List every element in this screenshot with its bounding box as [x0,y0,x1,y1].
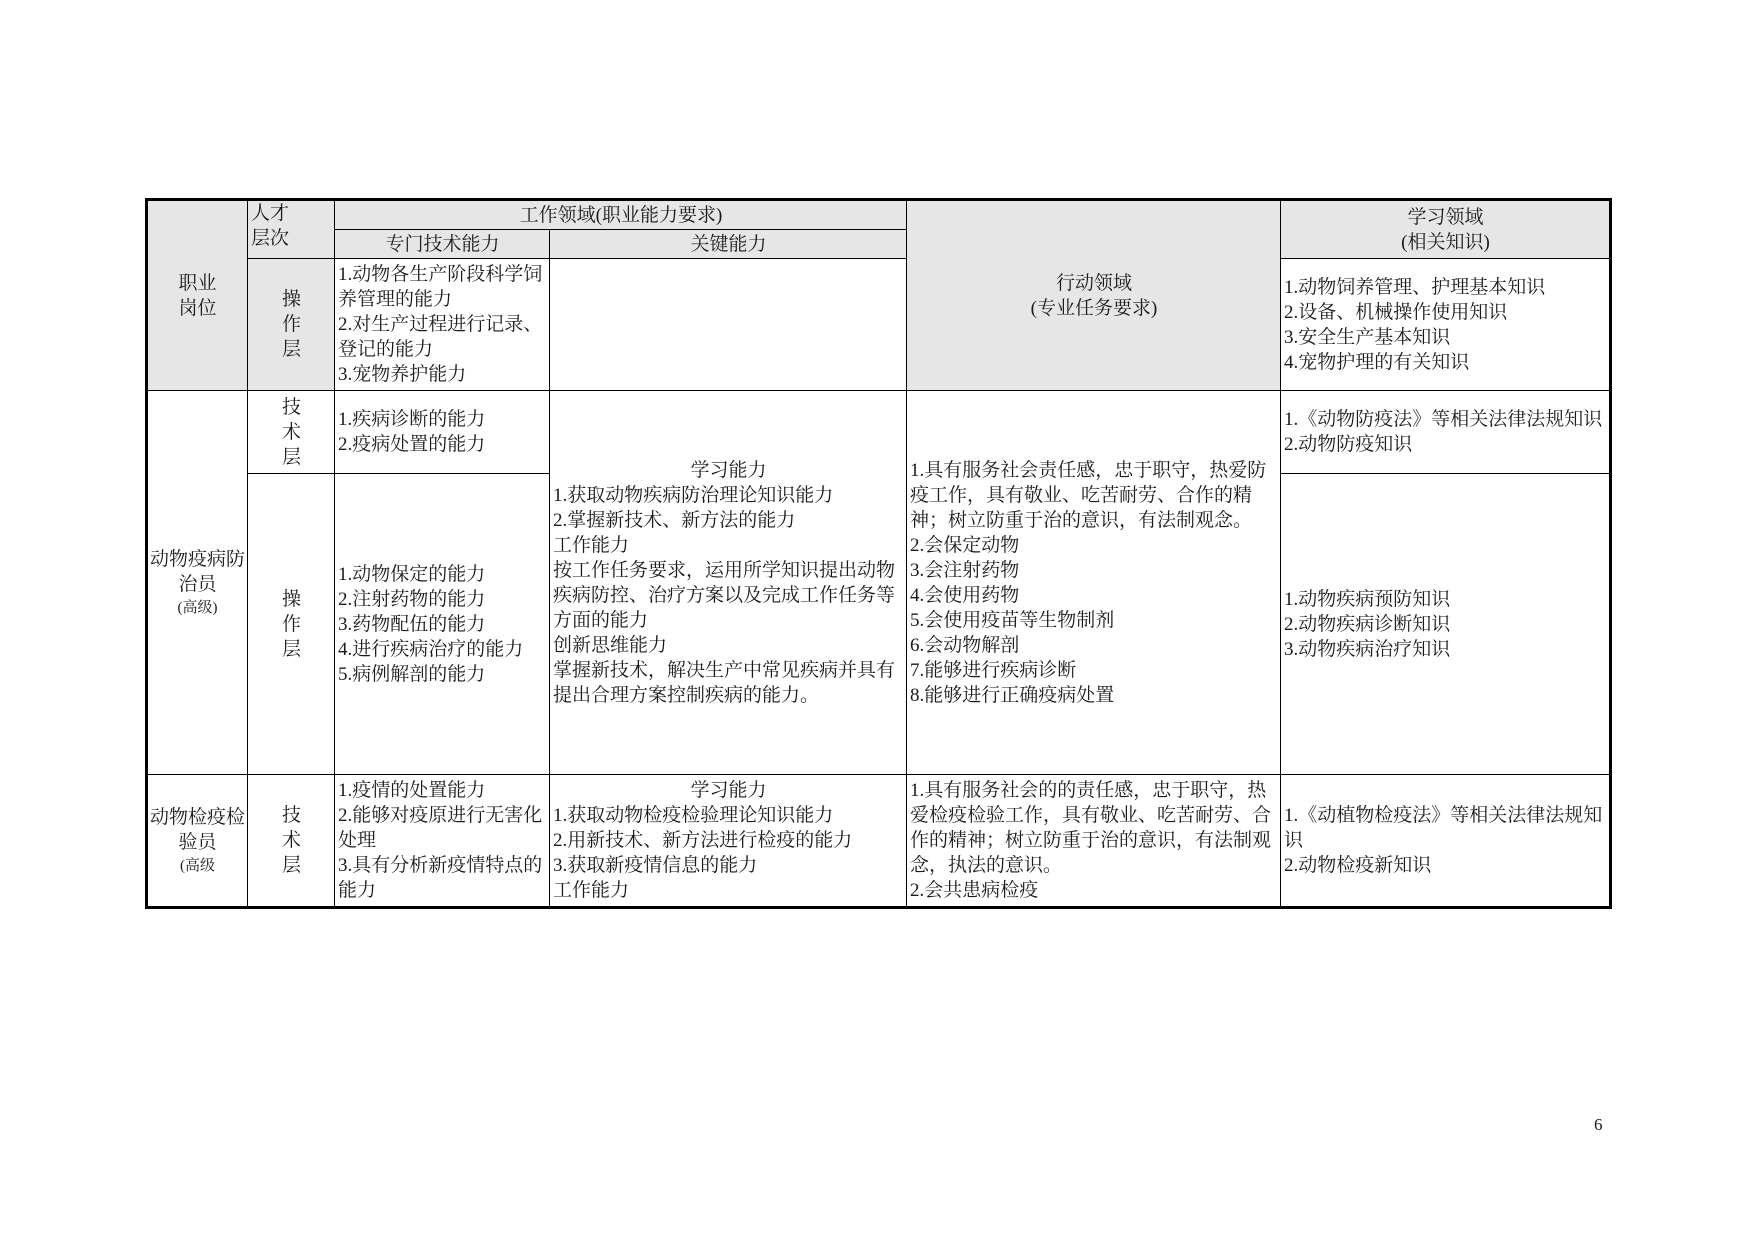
special-tech-item: 2.疫病处置的能力 [338,434,486,455]
special-tech-item: 1.动物保定的能力 [338,563,486,585]
special-tech-item: 4.进行疾病治疗的能力 [338,638,524,660]
learning-domain-header-line: (相关知识) [1401,231,1490,253]
occupation-ability-table [145,198,1612,909]
special-tech-item: 1.疫情的处置能力 [338,780,486,801]
position-name: 动物疫病防治员 [149,548,245,595]
level-label: 操作层 [282,588,302,660]
special-tech-item: 1.动物各生产阶段科学饲养管理的能力 [338,264,543,310]
level-label: 操作层 [282,289,302,360]
learning-cell [1281,775,1611,908]
action-item: 2.会保定动物 [910,534,1020,556]
action-cell [907,775,1281,908]
learning-cell [1281,259,1611,391]
level-cell [248,474,335,775]
learning-item: 2.设备、机械操作使用知识 [1284,301,1508,323]
learning-item: 4.宠物护理的有关知识 [1284,351,1470,373]
talent-level-header-line: 层次 [251,228,290,249]
key-ability-line: 掌握新技术，解决生产中常见疾病并具有提出合理方案控制疾病的能力。 [553,659,896,706]
action-item: 5.会使用疫苗等生物制剂 [910,609,1115,631]
learning-item: 3.安全生产基本知识 [1284,326,1451,348]
level-cell [248,391,335,474]
learning-item: 1.《动植物检疫法》等相关法律法规知识 [1284,805,1603,851]
action-item: 7.能够进行疾病诊断 [910,659,1077,681]
special-tech-cell [335,474,550,775]
action-item: 1.具有服务社会的的责任感，忠于职守，热爱检疫检验工作，具有敬业、吃苦耐劳、合作的精神；树立防重于治的意识，有法制观念，执法的意识。 [910,780,1272,876]
action-domain-header-line: 行动领域 [1055,272,1132,294]
learning-cell [1281,391,1611,474]
action-cell [907,391,1281,775]
learning-item: 2.动物检疫新知识 [1284,855,1432,876]
special-tech-item: 2.能够对疫原进行无害化处理 [338,805,543,851]
special-tech-item: 1.疾病诊断的能力 [338,409,486,430]
special-tech-cell [335,391,550,474]
learning-item: 1.动物疾病预防知识 [1284,588,1451,610]
occupation-header-line: 岗位 [178,297,217,319]
learning-item: 1.动物饲养管理、护理基本知识 [1284,276,1546,298]
learning-domain-header-line: 学习领域 [1407,206,1484,228]
header-row [147,200,1611,230]
key-ability-line: 创新思维能力 [553,634,668,656]
learning-cell [1281,474,1611,775]
general-row [147,259,1611,391]
special-tech-cell [335,259,550,391]
key-ability-line: 工作能力 [553,534,630,556]
key-ability-header: 关键能力 [550,230,907,259]
key-ability-cell [550,391,907,775]
special-tech-header: 专门技术能力 [335,230,550,259]
special-tech-item: 3.具有分析新疫情特点的能力 [338,855,543,901]
position-grade: (高级 [180,857,215,874]
occupation-header-line: 职业 [178,272,217,294]
position-row [147,391,1611,474]
special-tech-item: 5.病例解剖的能力 [338,663,486,685]
key-ability-line: 2.用新技术、新方法进行检疫的能力 [553,830,853,851]
key-ability-cell [550,775,907,908]
talent-level-header-cell [248,200,335,259]
action-domain-header-cell [907,200,1281,391]
learning-item: 1.《动物防疫法》等相关法律法规知识 [1284,409,1603,430]
special-tech-cell [335,775,550,908]
key-ability-line: 按工作任务要求，运用所学知识提出动物疾病防控、治疗方案以及完成工作任务等方面的能力 [553,559,896,631]
action-item: 1.具有服务社会责任感，忠于职守，热爱防疫工作，具有敬业、吃苦耐劳、合作的精神；树立防重于治的意识，有法制观念。 [910,459,1267,531]
action-item: 6.会动物解剖 [910,634,1020,656]
work-domain-header: 工作领域(职业能力要求) [335,200,907,230]
occupation-header-cell [147,200,248,391]
position-cell [147,775,248,908]
learning-domain-header-cell [1281,200,1611,259]
special-tech-item: 2.注射药物的能力 [338,588,486,610]
key-ability-heading: 学习能力 [690,459,767,481]
position-row [147,775,1611,908]
special-tech-item: 3.药物配伍的能力 [338,613,486,635]
learning-item: 2.动物疾病诊断知识 [1284,613,1451,635]
learning-item: 2.动物防疫知识 [1284,434,1413,455]
key-ability-line: 2.掌握新技术、新方法的能力 [553,509,796,531]
level-cell [248,259,335,391]
action-item: 8.能够进行正确疫病处置 [910,684,1115,706]
position-cell [147,391,248,775]
key-ability-cell-empty [550,259,907,391]
position-name: 动物检疫检验员 [149,806,245,853]
special-tech-item: 3.宠物养护能力 [338,364,467,385]
action-domain-header-line: (专业任务要求) [1030,297,1158,319]
key-ability-line: 1.获取动物疾病防治理论知识能力 [553,484,834,506]
key-ability-line: 3.获取新疫情信息的能力 [553,855,758,876]
page-number: 6 [1594,1115,1603,1134]
key-ability-line: 工作能力 [553,880,630,901]
level-label: 技术层 [282,805,302,876]
level-cell [248,775,335,908]
special-tech-item: 2.对生产过程进行记录、登记的能力 [338,314,543,360]
action-item: 3.会注射药物 [910,559,1020,581]
key-ability-heading: 学习能力 [690,780,767,801]
action-item: 2.会共患病检疫 [910,880,1039,901]
talent-level-header-line: 人才 [251,203,290,224]
learning-item: 3.动物疾病治疗知识 [1284,638,1451,660]
position-grade: (高级) [177,599,218,616]
level-label: 技术层 [282,396,302,468]
action-item: 4.会使用药物 [910,584,1020,606]
key-ability-line: 1.获取动物检疫检验理论知识能力 [553,805,834,826]
